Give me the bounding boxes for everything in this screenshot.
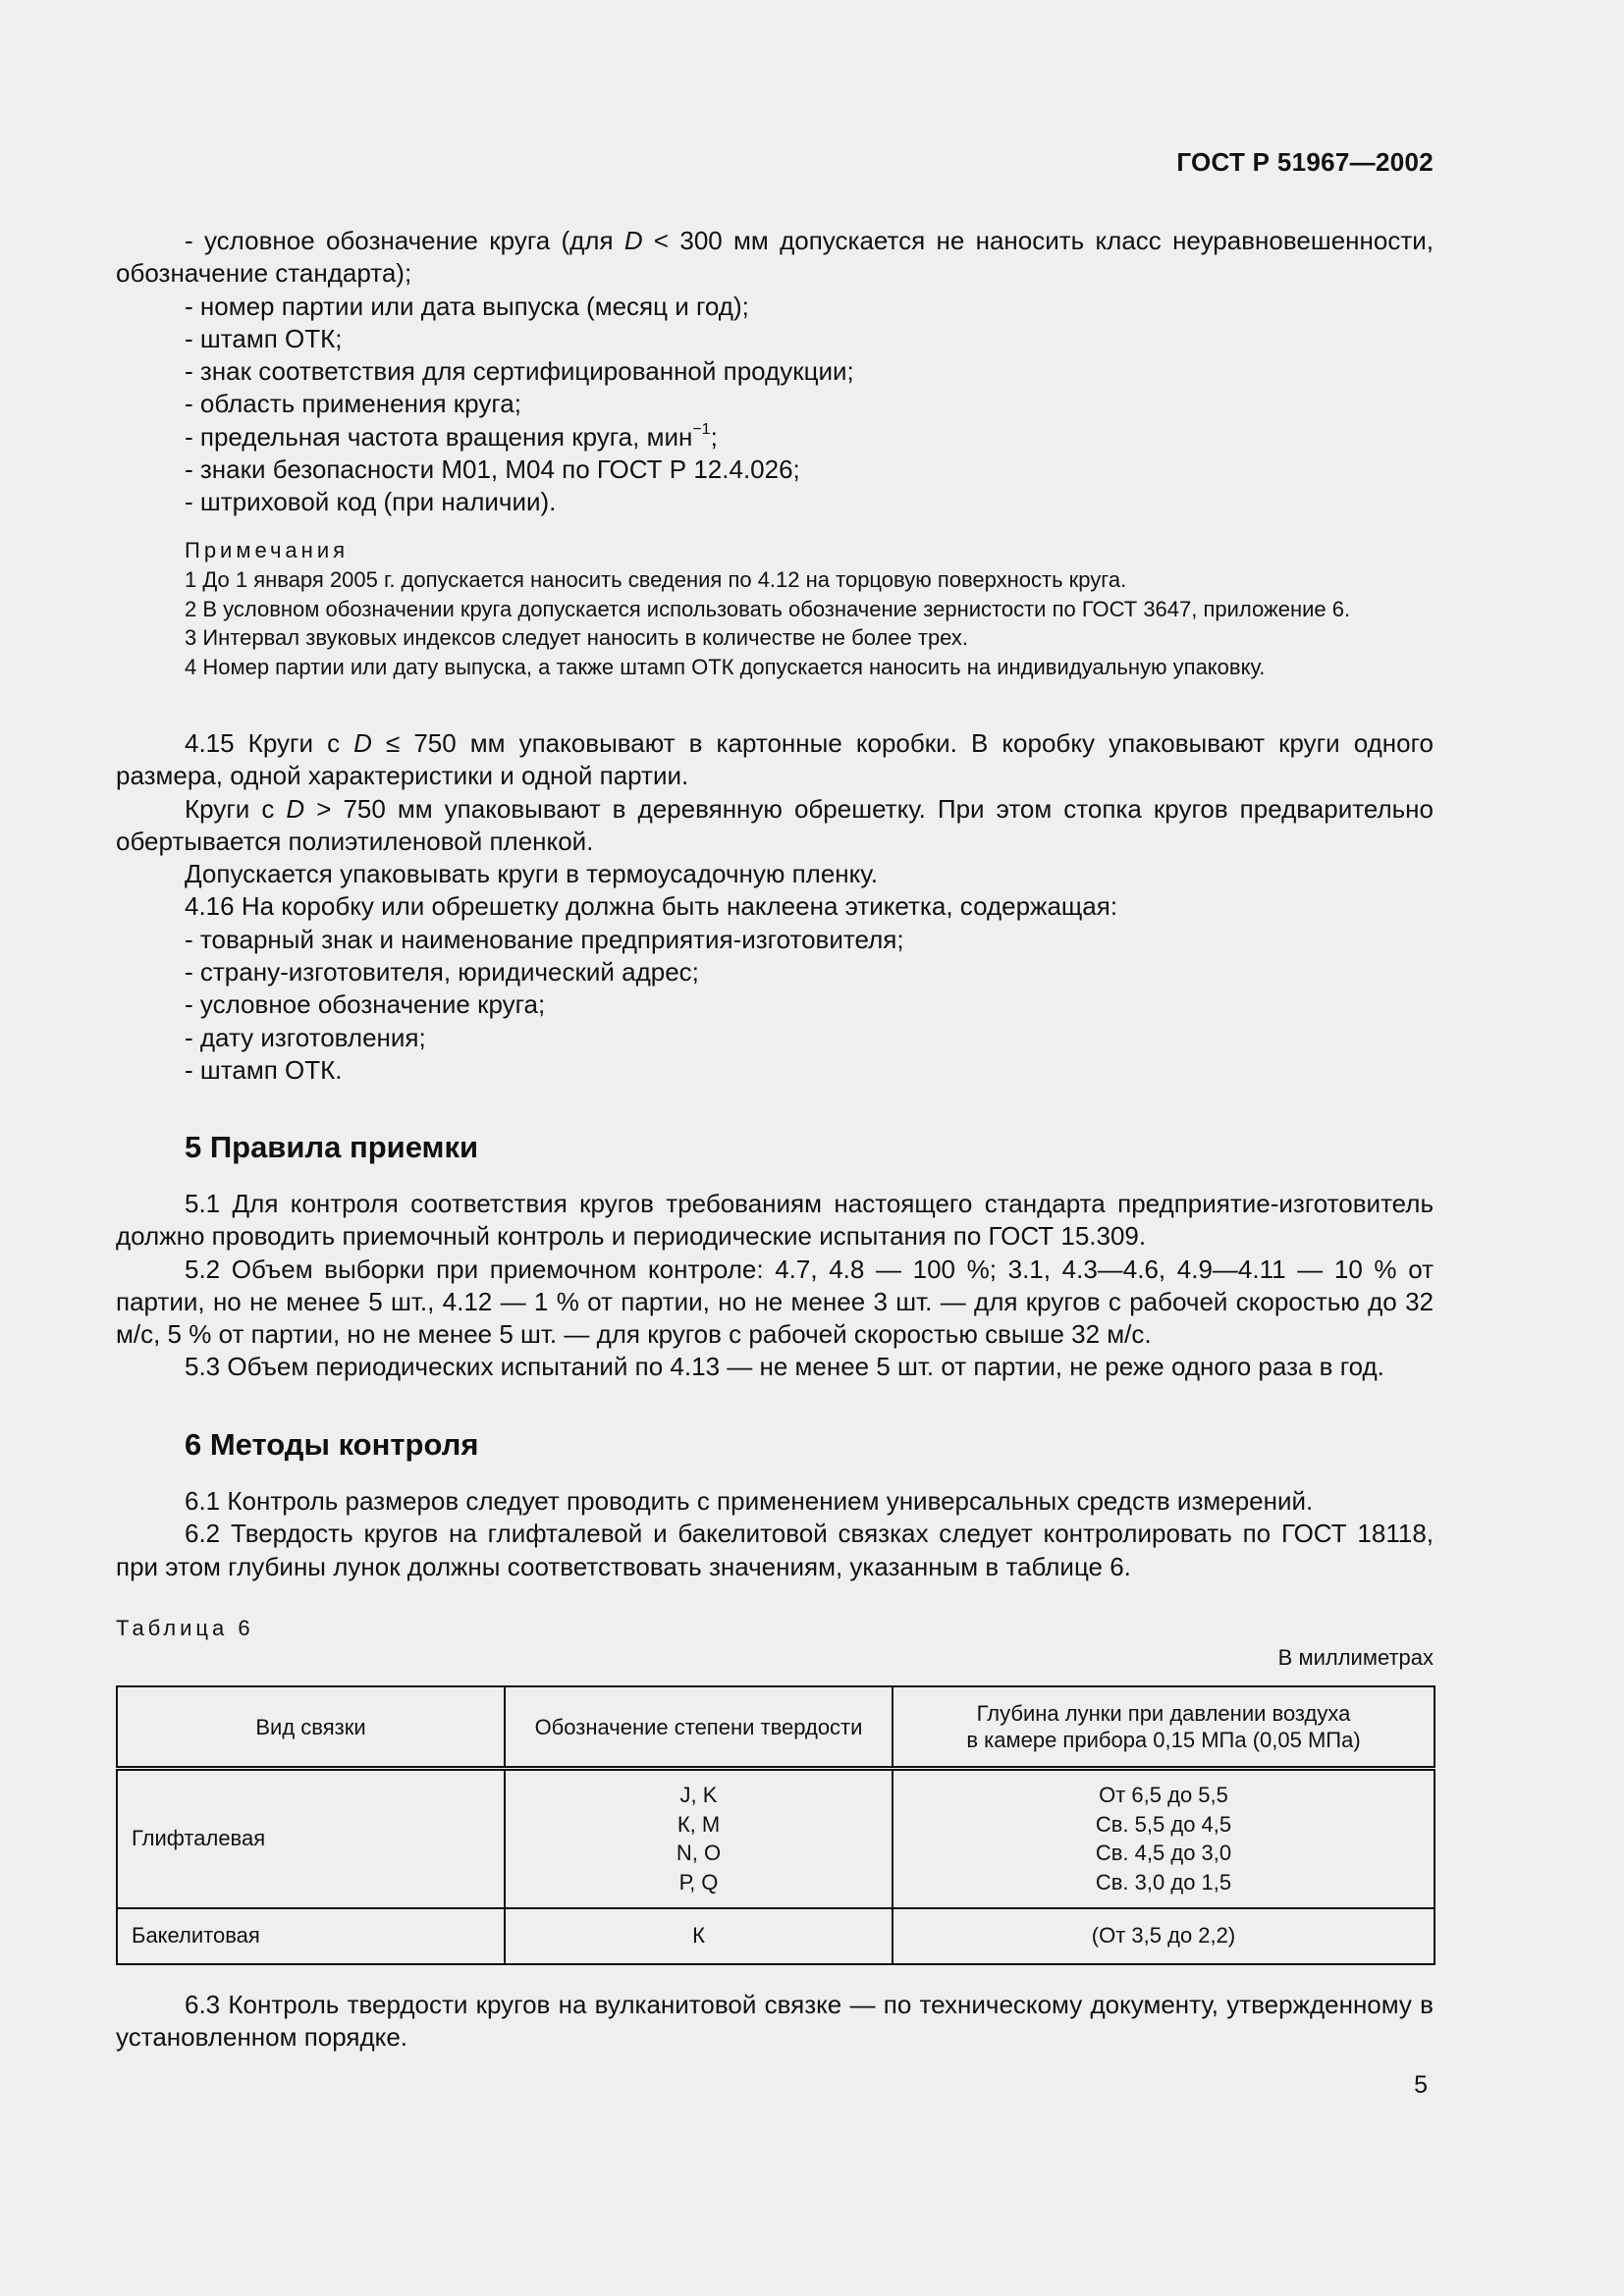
section-6 — [116, 1425, 1434, 1465]
note-item: 2 В условном обозначении круга допускается использовать обозначение зернистости по ГОСТ 3647, приложение 6. — [185, 596, 1351, 621]
paragraph-4-15: 4.15 Круги с D ≤ 750 мм упаковывают в картонные коробки. В коробку упаковывают круги одного размера, одной характеристики и одной партии. — [116, 728, 1434, 791]
header-hardness-grade: Обозначение степени твердости — [505, 1686, 893, 1769]
paragraph-4-15-crates: Круги с D > 750 мм упаковывают в деревянную обрешетку. При этом стопка кругов предварительно обертывается полиэтиленовой пленкой. — [116, 793, 1434, 856]
bond-cell: Глифталевая — [117, 1769, 505, 1908]
table-row — [117, 1908, 1435, 1964]
depth-cell: От 6,5 до 5,5 Св. 5,5 до 4,5 Св. 4,5 до 3,0 Св. 3,0 до 1,5 — [893, 1769, 1435, 1908]
list-item: - штриховой код (при наличии). — [185, 487, 557, 517]
paragraph-6-2: 6.2 Твердость кругов на глифталевой и бакелитовой связках следует контролировать по ГОСТ 18118, при этом глубины лунок должны соответствовать значениям, указанным в таблице 6. — [116, 1519, 1434, 1581]
table-units: В миллиметрах — [1277, 1645, 1434, 1670]
paragraph-4-15-shrink: Допускается упаковывать круги в термоусадочную пленку. — [185, 859, 878, 889]
list-item: - предельная частота вращения круга, мин$^{-1}$; — [185, 421, 718, 452]
list-item: - дату изготовления; — [185, 1022, 426, 1052]
list-item: - знаки безопасности М01, М04 по ГОСТ Р 12.4.026; — [185, 454, 800, 485]
table-header-row — [117, 1686, 1435, 1769]
marking-list — [116, 225, 1434, 519]
section-5 — [116, 1128, 1434, 1167]
notes-block — [116, 536, 1434, 681]
list-item: - номер партии или дата выпуска (месяц и год); — [185, 291, 749, 321]
depth-cell: (От 3,5 до 2,2) — [893, 1908, 1435, 1964]
list-item: - штамп ОТК; — [185, 323, 343, 353]
section-5-body — [116, 1188, 1434, 1384]
section-5-title: 5 Правила приемки — [185, 1130, 479, 1164]
list-item: - условное обозначение круга (для D < 300 мм допускается не наносить класс неуравновешенности, обозначение стандарта); — [116, 226, 1434, 289]
paragraph-5-3: 5.3 Объем периодических испытаний по 4.13 — не менее 5 шт. от партии, не реже одного раза в год. — [185, 1352, 1384, 1382]
table-caption: Таблица 6 — [116, 1616, 254, 1640]
list-item: - штамп ОТК. — [185, 1054, 343, 1085]
hardness-table — [116, 1685, 1435, 1965]
list-item: - условное обозначение круга; — [185, 989, 546, 1020]
list-item: - товарный знак и наименование предприятия-изготовителя; — [185, 924, 904, 954]
grade-cell: К — [505, 1908, 893, 1964]
note-item: 4 Номер партии или дату выпуска, а также штамп ОТК допускается наносить на индивидуальную упаковку. — [185, 654, 1266, 679]
document-page — [116, 0, 1434, 2296]
note-item: 3 Интервал звуковых индексов следует наносить в количестве не более трех. — [185, 625, 969, 650]
list-item: - страну-изготовителя, юридический адрес; — [185, 957, 699, 988]
paragraph-6-3: 6.3 Контроль твердости кругов на вулканитовой связке — по техническому документу, утвержденному в установленном порядке. — [116, 1990, 1434, 2053]
section-6-tail — [116, 1989, 1434, 2055]
grade-cell: J, K К, М N, О Р, Q — [505, 1769, 893, 1908]
paragraph-5-1: 5.1 Для контроля соответствия кругов требованиям настоящего стандарта предприятие-изготовитель должно проводить приемочный контроль и периодические испытания по ГОСТ 15.309. — [116, 1189, 1434, 1252]
list-item: - знак соответствия для сертифицированной продукции; — [185, 356, 854, 387]
note-item: 1 До 1 января 2005 г. допускается наносить сведения по 4.12 на торцовую поверхность круга. — [185, 567, 1127, 592]
document-number-header: ГОСТ Р 51967—2002 — [1176, 147, 1434, 177]
paragraph-4-16: 4.16 На коробку или обрешетку должна быть наклеена этикетка, содержащая: — [185, 891, 1118, 922]
paragraph-5-2: 5.2 Объем выборки при приемочном контроле: 4.7, 4.8 — 100 %; 3.1, 4.3—4.6, 4.9—4.11 — 10 % от партии, но не менее 5 шт., 4.12 — 1 % от партии, но не менее 3 шт. — для кругов с рабочей скоростью до 32 м/с, 5 % от партии, но не менее 5 шт. — для кругов с рабочей скоростью свыше 32 м/с. — [116, 1254, 1434, 1350]
list-item: - область применения круга; — [185, 389, 521, 419]
notes-title: Примечания — [185, 538, 350, 562]
table-6-caption-block — [116, 1614, 1434, 1673]
bond-cell: Бакелитовая — [117, 1908, 505, 1964]
table-row — [117, 1769, 1435, 1908]
section-6-body — [116, 1485, 1434, 1583]
paragraph-6-1: 6.1 Контроль размеров следует проводить с применением универсальных средств измерений. — [185, 1486, 1314, 1516]
page-number: 5 — [1414, 2071, 1428, 2099]
header-bond-type: Вид связки — [117, 1686, 505, 1769]
packaging-section — [116, 727, 1434, 1087]
header-pit-depth: Глубина лунки при давлении воздуха в камере прибора 0,15 МПа (0,05 МПа) — [893, 1686, 1435, 1769]
section-6-title: 6 Методы контроля — [185, 1427, 479, 1462]
